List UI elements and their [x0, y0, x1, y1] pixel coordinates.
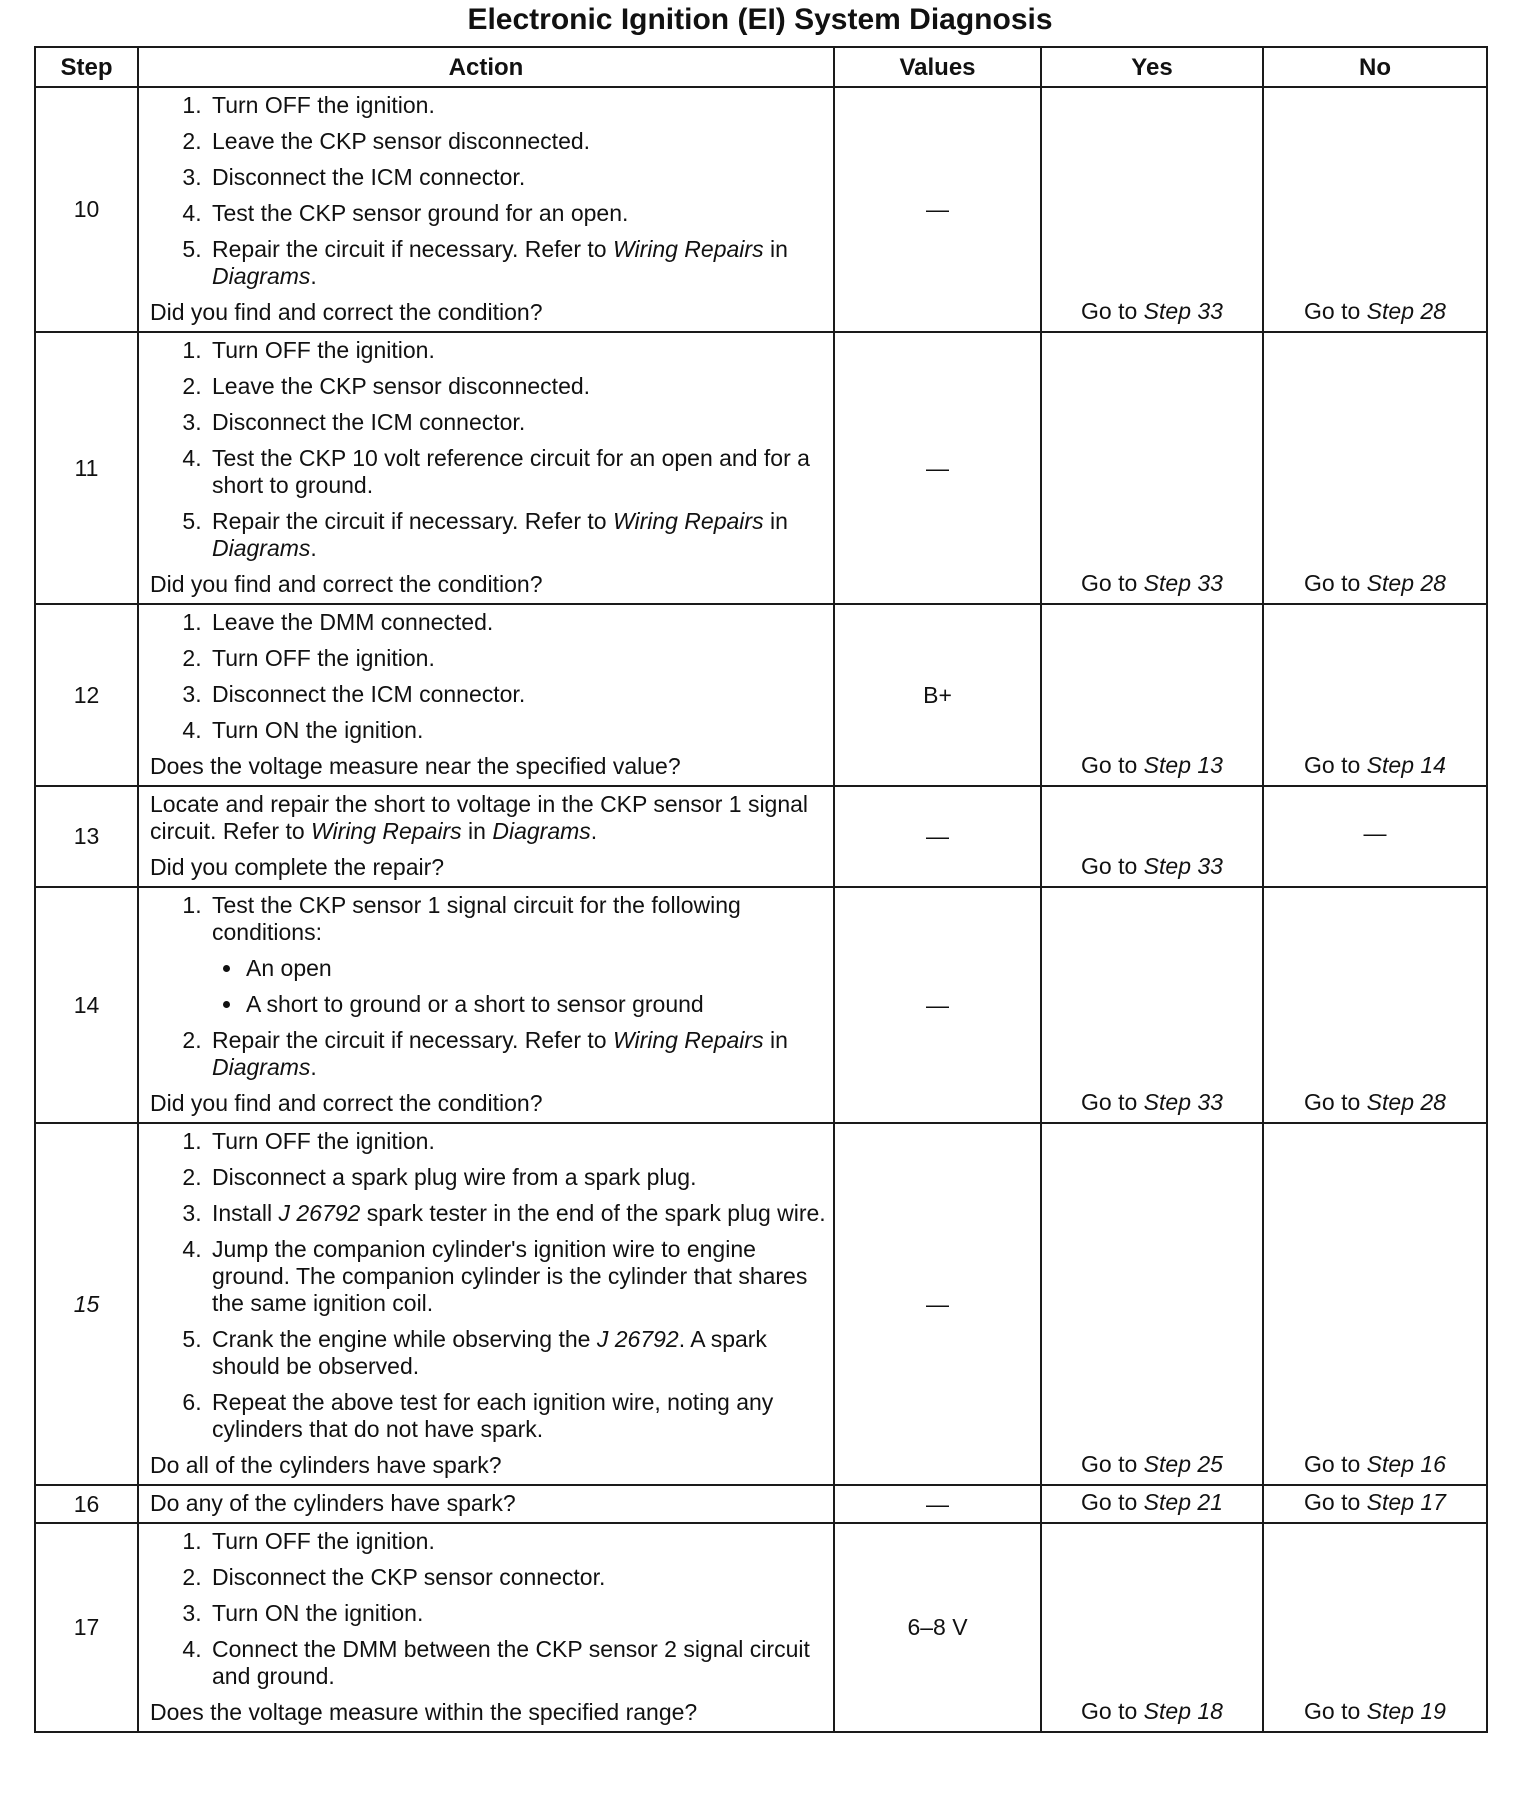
no-cell: Go to Step 16 [1263, 1123, 1487, 1485]
no-cell: Go to Step 17 [1263, 1485, 1487, 1523]
action-step: 2. Repair the circuit if necessary. Refer to Wiring Repairs in Diagrams. [208, 1027, 827, 1081]
action-question: Did you find and correct the condition? [150, 299, 543, 325]
no-cell: Go to Step 14 [1263, 604, 1487, 786]
step-number: 12 [35, 604, 138, 786]
action-text: Locate and repair the short to voltage in the CKP sensor 1 signal circuit. Refer to Wiring Repairs in Diagrams. [150, 791, 809, 844]
action-step: 1. Turn OFF the ignition. [208, 1128, 827, 1155]
header-step: Step [35, 47, 138, 87]
value-cell: — [834, 887, 1041, 1123]
action-cell [138, 1485, 834, 1523]
yes-cell: Go to Step 21 [1041, 1485, 1263, 1523]
action-question: Do any of the cylinders have spark? [150, 1490, 516, 1516]
header-action: Action [138, 47, 834, 87]
condition-list [212, 955, 827, 1018]
header-no: No [1263, 47, 1487, 87]
yes-cell: Go to Step 13 [1041, 604, 1263, 786]
action-cell [138, 604, 834, 786]
action-step: 3. Disconnect the ICM connector. [208, 164, 827, 191]
action-step: 1. Test the CKP sensor 1 signal circuit for the following conditions: • An open • A short to ground or a short to sensor ground [208, 892, 827, 1018]
goto-step-ref: Step 33 [1143, 853, 1223, 879]
action-question: Did you complete the repair? [150, 854, 445, 880]
diagnosis-table [34, 46, 1488, 1733]
value-cell: 6–8 V [834, 1523, 1041, 1732]
table-row [35, 1485, 1487, 1523]
yes-cell: Go to Step 33 [1041, 887, 1263, 1123]
action-step: 3. Disconnect the ICM connector. [208, 681, 827, 708]
goto-step-ref: Step 13 [1143, 752, 1223, 778]
action-steps [150, 92, 827, 290]
no-cell: Go to Step 28 [1263, 87, 1487, 332]
action-step: 5. Repair the circuit if necessary. Refer to Wiring Repairs in Diagrams. [208, 236, 827, 290]
action-steps [150, 609, 827, 744]
goto-step-ref: Step 33 [1143, 298, 1223, 324]
action-step: 2. Disconnect the CKP sensor connector. [208, 1564, 827, 1591]
table-row [35, 786, 1487, 887]
goto-step-ref: Step 28 [1366, 298, 1446, 324]
action-question: Does the voltage measure near the specified value? [150, 753, 681, 779]
step-number: 13 [35, 786, 138, 887]
goto-step-ref: Step 25 [1143, 1451, 1223, 1477]
action-step: 4. Connect the DMM between the CKP sensor 2 signal circuit and ground. [208, 1636, 827, 1690]
value-cell: — [834, 332, 1041, 604]
goto-step-ref: Step 19 [1366, 1698, 1446, 1724]
action-step: 1. Turn OFF the ignition. [208, 1528, 827, 1555]
goto-step-ref: Step 33 [1143, 570, 1223, 596]
goto-step-ref: Step 33 [1143, 1089, 1223, 1115]
action-cell [138, 1523, 834, 1732]
no-cell: Go to Step 28 [1263, 332, 1487, 604]
action-step: 4. Jump the companion cylinder's ignition wire to engine ground. The companion cylinder is the cylinder that shares the same ignition coil. [208, 1236, 827, 1317]
action-step: 3. Install J 26792 spark tester in the end of the spark plug wire. [208, 1200, 827, 1227]
action-step: 4. Turn ON the ignition. [208, 717, 827, 744]
header-yes: Yes [1041, 47, 1263, 87]
action-step: 4. Test the CKP 10 volt reference circuit for an open and for a short to ground. [208, 445, 827, 499]
action-step: 1. Turn OFF the ignition. [208, 92, 827, 119]
condition-item: • An open [244, 955, 827, 982]
action-step: 4. Test the CKP sensor ground for an open. [208, 200, 827, 227]
action-cell [138, 786, 834, 887]
step-number: 17 [35, 1523, 138, 1732]
action-steps [150, 337, 827, 562]
value-cell: — [834, 1485, 1041, 1523]
yes-cell: Go to Step 33 [1041, 87, 1263, 332]
goto-step-ref: Step 16 [1366, 1451, 1446, 1477]
action-step: 1. Leave the DMM connected. [208, 609, 827, 636]
table-body [35, 87, 1487, 1732]
step-number: 14 [35, 887, 138, 1123]
action-question: Did you find and correct the condition? [150, 571, 543, 597]
table-row [35, 87, 1487, 332]
action-cell [138, 1123, 834, 1485]
yes-cell: Go to Step 33 [1041, 786, 1263, 887]
goto-step-ref: Step 28 [1366, 1089, 1446, 1115]
value-cell: — [834, 786, 1041, 887]
table-header-row [35, 47, 1487, 87]
table-row [35, 887, 1487, 1123]
action-step: 5. Repair the circuit if necessary. Refer to Wiring Repairs in Diagrams. [208, 508, 827, 562]
table-row [35, 1123, 1487, 1485]
action-steps [150, 892, 827, 1081]
condition-item: • A short to ground or a short to sensor ground [244, 991, 827, 1018]
no-cell: — [1263, 786, 1487, 887]
action-step: 2. Leave the CKP sensor disconnected. [208, 128, 827, 155]
yes-cell: Go to Step 33 [1041, 332, 1263, 604]
action-cell [138, 887, 834, 1123]
action-cell [138, 87, 834, 332]
action-steps [150, 1528, 827, 1690]
action-question: Does the voltage measure within the specified range? [150, 1699, 698, 1725]
goto-step-ref: Step 18 [1143, 1698, 1223, 1724]
value-cell: — [834, 1123, 1041, 1485]
step-number: 16 [35, 1485, 138, 1523]
goto-step-ref: Step 14 [1366, 752, 1446, 778]
action-step: 2. Leave the CKP sensor disconnected. [208, 373, 827, 400]
no-cell: Go to Step 28 [1263, 887, 1487, 1123]
action-cell [138, 332, 834, 604]
no-cell: Go to Step 19 [1263, 1523, 1487, 1732]
value-cell: — [834, 87, 1041, 332]
goto-step-ref: Step 17 [1366, 1489, 1446, 1515]
action-question: Do all of the cylinders have spark? [150, 1452, 502, 1478]
table-row [35, 1523, 1487, 1732]
value-cell: B+ [834, 604, 1041, 786]
action-step: 3. Turn ON the ignition. [208, 1600, 827, 1627]
action-steps [150, 1128, 827, 1443]
goto-step-ref: Step 21 [1143, 1489, 1223, 1515]
goto-step-ref: Step 28 [1366, 570, 1446, 596]
header-values: Values [834, 47, 1041, 87]
step-number: 10 [35, 87, 138, 332]
action-step: 1. Turn OFF the ignition. [208, 337, 827, 364]
step-number: 15 [35, 1123, 138, 1485]
yes-cell: Go to Step 25 [1041, 1123, 1263, 1485]
action-step: 5. Crank the engine while observing the J 26792. A spark should be observed. [208, 1326, 827, 1380]
action-step: 6. Repeat the above test for each ignition wire, noting any cylinders that do not have spark. [208, 1389, 827, 1443]
action-step: 2. Disconnect a spark plug wire from a spark plug. [208, 1164, 827, 1191]
table-row [35, 332, 1487, 604]
table-row [35, 604, 1487, 786]
action-question: Did you find and correct the condition? [150, 1090, 543, 1116]
action-step: 3. Disconnect the ICM connector. [208, 409, 827, 436]
page-title: Electronic Ignition (EI) System Diagnosis [467, 3, 1053, 36]
yes-cell: Go to Step 18 [1041, 1523, 1263, 1732]
step-number: 11 [35, 332, 138, 604]
action-step: 2. Turn OFF the ignition. [208, 645, 827, 672]
